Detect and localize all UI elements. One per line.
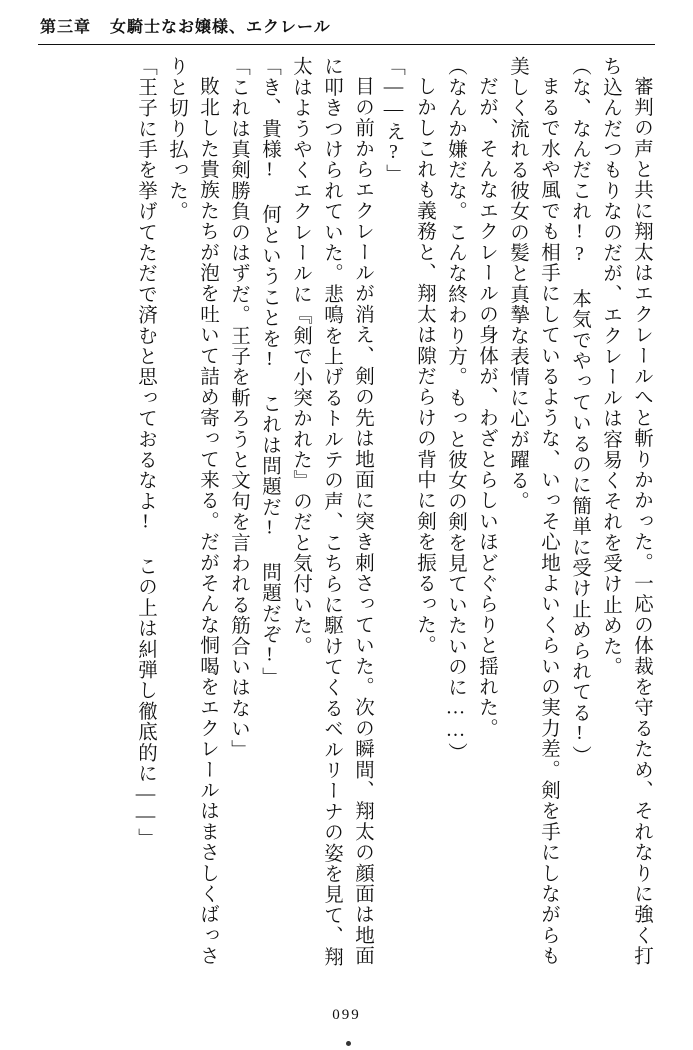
header-divider	[38, 44, 655, 45]
page-footer-dot	[346, 1041, 351, 1046]
paragraph: 「——え?」	[383, 56, 404, 185]
paragraph: 目の前からエクレールが消え、剣の先は地面に突き刺さっていた。次の瞬間、翔太の顔面は地面に叩きつけられていた。悲鳴を上げるトルテの声、こちらに駆けてくるベルリーナの姿を見て、翔太はようやくエクレールに『剣で小突かれた』のだと気付いた。	[290, 56, 373, 967]
paragraph: 「これは真剣勝負のはずだ。王子を斬ろうと文句を言われる筋合いはない」	[228, 56, 249, 760]
chapter-number: 第三章	[40, 19, 92, 36]
vertical-text-block	[36, 56, 657, 986]
paragraph: 「王子に手を挙げてただで済むと思っておるなよ! この上は糾弾し徹底的に——」	[135, 56, 156, 849]
paragraph: （なんか嫌だな。こんな終わり方。もっと彼女の剣を見ていたいのに……）	[445, 56, 466, 763]
paragraph: まるで水や風でも相手にしているような、いっそ心地よいくらいの実力差。剣を手にしながらも美しく流れる彼女の髪と真摯な表情に心が躍る。	[507, 56, 559, 966]
paragraph: 「き、貴様! 何ということを! これは問題だ! 問題だぞ!」	[259, 56, 280, 688]
paragraph: （な、なんだこれ!? 本気でやっているのに簡単に受け止められてる!）	[569, 56, 590, 766]
page-number: 099	[332, 1007, 361, 1023]
running-head	[40, 14, 653, 40]
paragraph: 審判の声と共に翔太はエクレールへと斬りかかった。一応の体裁を守るため、それなりに強く打ち込んだつもりなのだが、エクレールは容易くそれを受け止めた。	[600, 56, 652, 966]
page-body	[36, 56, 657, 986]
paragraph: 敗北した貴族たちが泡を吐いて詰め寄って来る。だがそんな恫喝をエクレールはまさしくばっさりと切り払った。	[166, 56, 218, 966]
paragraph: だが、そんなエクレールの身体が、わざとらしいほどぐらりと揺れた。	[476, 75, 497, 738]
chapter-title: 女騎士なお嬢様、エクレール	[110, 19, 331, 36]
paragraph: しかしこれも義務と、翔太は隙だらけの背中に剣を振るった。	[414, 75, 435, 656]
